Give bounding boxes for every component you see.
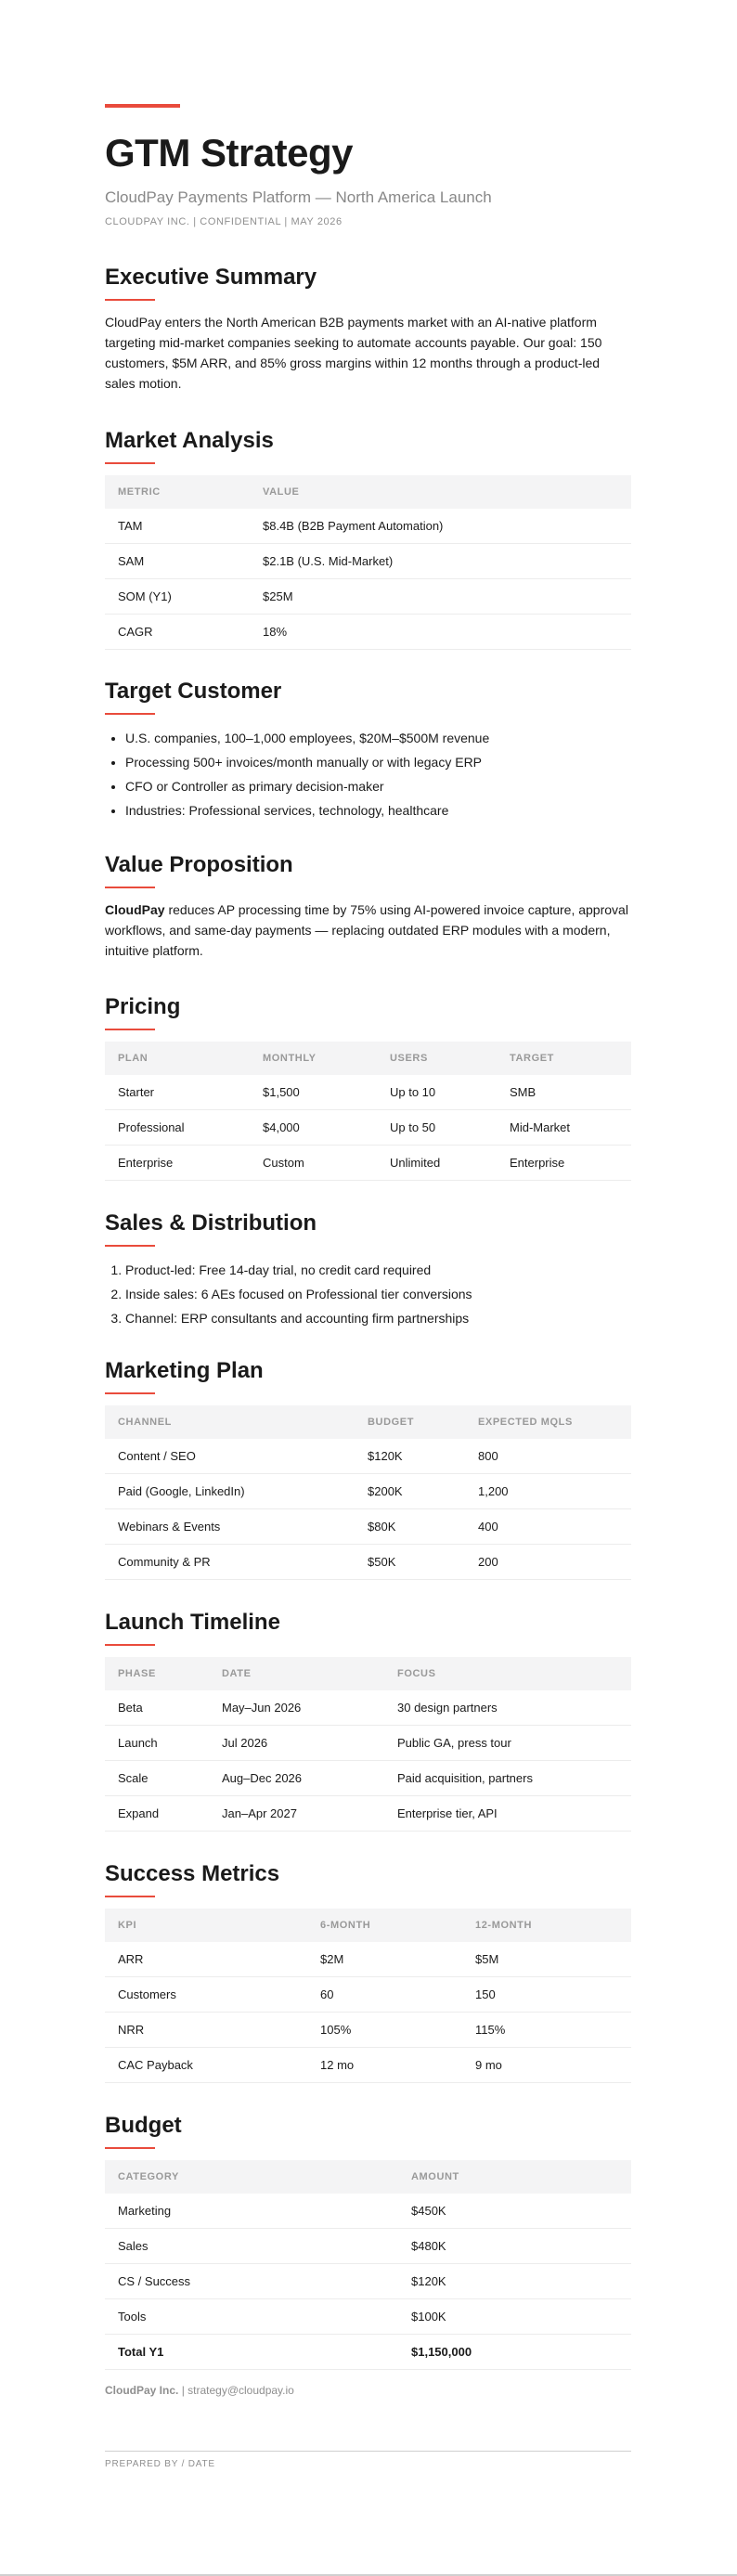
table-cell: TAM [105, 509, 250, 544]
table-cell: Paid acquisition, partners [384, 1761, 631, 1796]
target-customer-list [105, 726, 631, 822]
table-cell: $1,150,000 [398, 2335, 631, 2370]
column-header: VALUE [250, 475, 631, 509]
column-header: MONTHLY [250, 1042, 377, 1075]
table-cell: Expand [105, 1796, 209, 1832]
table-cell: Mid-Market [497, 1110, 631, 1146]
column-header: EXPECTED MQLS [465, 1405, 631, 1439]
sales-distribution-list [105, 1258, 631, 1330]
table-cell: 1,200 [465, 1474, 631, 1509]
table-cell: Webinars & Events [105, 1509, 355, 1545]
section-accent-rule [105, 1392, 155, 1394]
table-cell: Up to 50 [377, 1110, 497, 1146]
table-header-row [105, 1657, 631, 1690]
table-row [105, 1509, 631, 1545]
table-cell: CAGR [105, 615, 250, 650]
table-cell: $50K [355, 1545, 465, 1580]
budget-total-row [105, 2335, 631, 2370]
table-cell: Total Y1 [105, 2335, 398, 2370]
section-target-customer [105, 678, 631, 822]
table-cell: CAC Payback [105, 2048, 307, 2083]
section-accent-rule [105, 2147, 155, 2149]
table-cell: 150 [462, 1977, 631, 2013]
section-accent-rule [105, 462, 155, 464]
list-item: • U.S. companies, 100–1,000 employees, $20M–$500M revenue [125, 726, 631, 750]
signature-label: PREPARED BY / DATE [105, 2459, 215, 2469]
section-accent-rule [105, 1245, 155, 1247]
table-row [105, 579, 631, 615]
section-heading: Sales & Distribution [105, 1210, 317, 1236]
column-header: BUDGET [355, 1405, 465, 1439]
section-heading: Executive Summary [105, 265, 317, 290]
column-header: 12-MONTH [462, 1909, 631, 1942]
table-cell: Jan–Apr 2027 [209, 1796, 384, 1832]
table-row [105, 1942, 631, 1977]
section-accent-rule [105, 713, 155, 715]
table-header-row [105, 1042, 631, 1075]
table-header-row [105, 2160, 631, 2194]
footer-email: | strategy@cloudpay.io [178, 2384, 294, 2397]
pricing-table [105, 1042, 631, 1181]
table-row [105, 1146, 631, 1181]
table-cell: Starter [105, 1075, 250, 1110]
table-cell: $450K [398, 2194, 631, 2229]
section-launch-timeline [105, 1609, 631, 1832]
table-cell: 105% [307, 2013, 462, 2048]
table-header-row [105, 1909, 631, 1942]
table-cell: Community & PR [105, 1545, 355, 1580]
table-cell: Beta [105, 1690, 209, 1726]
table-row [105, 2048, 631, 2083]
list-item: 1. Product-led: Free 14-day trial, no credit card required [125, 1258, 631, 1282]
table-cell: Customers [105, 1977, 307, 2013]
column-header: CHANNEL [105, 1405, 355, 1439]
table-row [105, 2299, 631, 2335]
table-cell: Jul 2026 [209, 1726, 384, 1761]
budget-table [105, 2160, 631, 2370]
marketing-plan-table [105, 1405, 631, 1580]
table-cell: Enterprise [497, 1146, 631, 1181]
list-item: • Processing 500+ invoices/month manually or with legacy ERP [125, 750, 631, 774]
table-row [105, 544, 631, 579]
table-row [105, 1110, 631, 1146]
table-cell: 30 design partners [384, 1690, 631, 1726]
table-cell: $120K [398, 2264, 631, 2299]
table-row [105, 1796, 631, 1832]
table-cell: Tools [105, 2299, 398, 2335]
table-cell: Professional [105, 1110, 250, 1146]
table-cell: Custom [250, 1146, 377, 1181]
table-row [105, 2194, 631, 2229]
table-row [105, 1761, 631, 1796]
section-accent-rule [105, 887, 155, 888]
table-cell: $100K [398, 2299, 631, 2335]
column-header: KPI [105, 1909, 307, 1942]
table-header-row [105, 475, 631, 509]
document-meta: CLOUDPAY INC. | CONFIDENTIAL | MAY 2026 [105, 216, 343, 227]
column-header: METRIC [105, 475, 250, 509]
section-marketing-plan [105, 1357, 631, 1580]
section-market-analysis [105, 427, 631, 650]
footer-company: CloudPay Inc. [105, 2384, 179, 2397]
column-header: FOCUS [384, 1657, 631, 1690]
list-item: 3. Channel: ERP consultants and accounting firm partnerships [125, 1306, 631, 1330]
table-cell: 18% [250, 615, 631, 650]
column-header: DATE [209, 1657, 384, 1690]
table-cell: 800 [465, 1439, 631, 1474]
section-budget [105, 2112, 631, 2370]
table-cell: $2.1B (U.S. Mid-Market) [250, 544, 631, 579]
table-cell: Enterprise [105, 1146, 250, 1181]
table-cell: SOM (Y1) [105, 579, 250, 615]
section-accent-rule [105, 1896, 155, 1897]
section-accent-rule [105, 299, 155, 301]
table-cell: Marketing [105, 2194, 398, 2229]
list-item: 2. Inside sales: 6 AEs focused on Professional tier conversions [125, 1282, 631, 1306]
value-proposition-body: reduces AP processing time by 75% using AI-powered invoice capture, approval workflows, and same-day payments — replacing outdated ERP modules with a modern, intuitive platform. [105, 902, 628, 958]
table-cell: Paid (Google, LinkedIn) [105, 1474, 355, 1509]
table-cell: Content / SEO [105, 1439, 355, 1474]
section-accent-rule [105, 1644, 155, 1646]
column-header: PLAN [105, 1042, 250, 1075]
table-cell: $200K [355, 1474, 465, 1509]
table-cell: Enterprise tier, API [384, 1796, 631, 1832]
table-cell: ARR [105, 1942, 307, 1977]
section-sales-distribution [105, 1210, 631, 1330]
table-header-row [105, 1405, 631, 1439]
table-cell: $2M [307, 1942, 462, 1977]
table-cell: NRR [105, 2013, 307, 2048]
table-row [105, 1726, 631, 1761]
section-success-metrics [105, 1860, 631, 2083]
value-proposition-text [105, 900, 631, 961]
table-row [105, 1977, 631, 2013]
table-cell: $120K [355, 1439, 465, 1474]
table-cell: 115% [462, 2013, 631, 2048]
page-subtitle: CloudPay Payments Platform — North America Launch [105, 188, 492, 206]
table-cell: $8.4B (B2B Payment Automation) [250, 509, 631, 544]
section-heading: Pricing [105, 994, 181, 1019]
brand-name: CloudPay [105, 902, 165, 917]
table-cell: May–Jun 2026 [209, 1690, 384, 1726]
page-title: GTM Strategy [105, 131, 354, 175]
section-heading: Launch Timeline [105, 1610, 280, 1635]
list-item: • Industries: Professional services, technology, healthcare [125, 798, 631, 822]
table-cell: 400 [465, 1509, 631, 1545]
market-analysis-table [105, 475, 631, 650]
table-cell: SMB [497, 1075, 631, 1110]
table-cell: Sales [105, 2229, 398, 2264]
table-row [105, 509, 631, 544]
footer-contact [105, 2384, 294, 2397]
table-cell: $4,000 [250, 1110, 377, 1146]
executive-summary-text: CloudPay enters the North American B2B payments market with an AI-native platform targeting mid-market companies seeking to automate accounts payable. Our goal: 150 customers, $5M ARR, and 85% gross margins within 12 months through a product-led sales motion. [105, 315, 602, 391]
column-header: CATEGORY [105, 2160, 398, 2194]
table-cell: Unlimited [377, 1146, 497, 1181]
column-header: AMOUNT [398, 2160, 631, 2194]
table-row [105, 1474, 631, 1509]
table-cell: 60 [307, 1977, 462, 2013]
table-cell: Up to 10 [377, 1075, 497, 1110]
column-header: 6-MONTH [307, 1909, 462, 1942]
table-cell: CS / Success [105, 2264, 398, 2299]
section-pricing [105, 993, 631, 1181]
column-header: PHASE [105, 1657, 209, 1690]
table-cell: Aug–Dec 2026 [209, 1761, 384, 1796]
table-cell: SAM [105, 544, 250, 579]
section-heading: Success Metrics [105, 1861, 280, 1886]
table-cell: $1,500 [250, 1075, 377, 1110]
table-cell: Scale [105, 1761, 209, 1796]
table-row [105, 2229, 631, 2264]
table-row [105, 2264, 631, 2299]
section-accent-rule [105, 1029, 155, 1030]
section-heading: Marketing Plan [105, 1358, 264, 1383]
table-row [105, 1075, 631, 1110]
table-cell: Public GA, press tour [384, 1726, 631, 1761]
title-accent-bar [105, 104, 180, 108]
column-header: USERS [377, 1042, 497, 1075]
table-row [105, 2013, 631, 2048]
table-cell: $5M [462, 1942, 631, 1977]
table-cell: $480K [398, 2229, 631, 2264]
success-metrics-table [105, 1909, 631, 2083]
list-item: • CFO or Controller as primary decision-maker [125, 774, 631, 798]
table-cell: 200 [465, 1545, 631, 1580]
table-row [105, 615, 631, 650]
table-row [105, 1439, 631, 1474]
section-heading: Budget [105, 2113, 182, 2138]
table-row [105, 1690, 631, 1726]
section-heading: Market Analysis [105, 428, 274, 453]
section-heading: Target Customer [105, 679, 282, 704]
table-cell: $80K [355, 1509, 465, 1545]
table-row [105, 1545, 631, 1580]
table-cell: Launch [105, 1726, 209, 1761]
section-value-proposition [105, 851, 631, 961]
section-executive-summary [105, 264, 631, 394]
table-cell: 9 mo [462, 2048, 631, 2083]
launch-timeline-table [105, 1657, 631, 1832]
table-cell: $25M [250, 579, 631, 615]
table-cell: 12 mo [307, 2048, 462, 2083]
section-heading: Value Proposition [105, 852, 293, 877]
column-header: TARGET [497, 1042, 631, 1075]
signature-line [105, 2451, 631, 2452]
